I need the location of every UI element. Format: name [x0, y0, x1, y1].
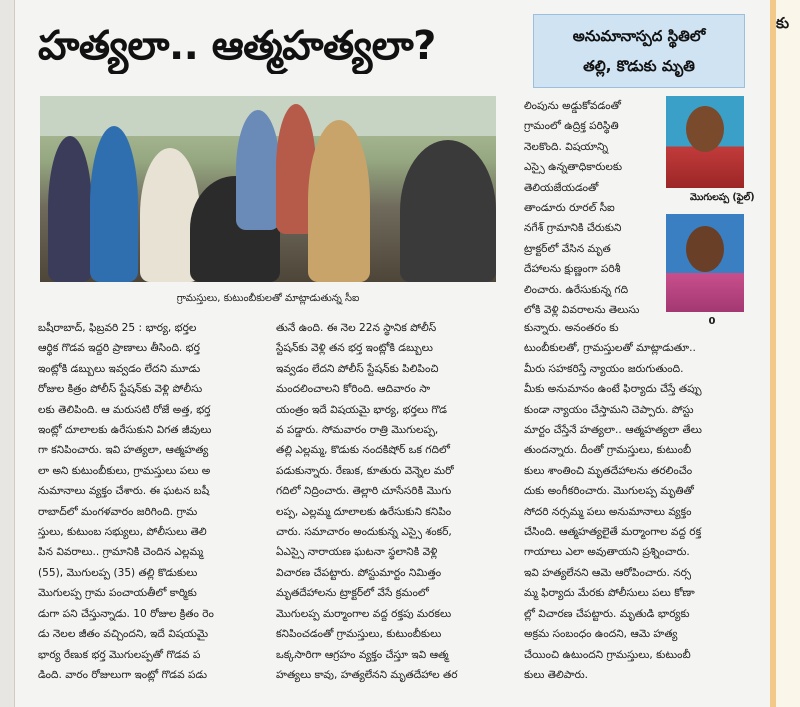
article-line: తుందన్నారు. దీంతో గ్రామస్తులు, కుటుంబీ — [524, 444, 692, 457]
article-line: డు నెలల జీతం వచ్చిందని, ఇదే విషయమై — [38, 628, 209, 641]
portrait-caption-2: 0 — [708, 316, 716, 327]
article-line: ఆర్థిక గొడవ ఇద్దరి ప్రాణాలు తీసింది. భర్త — [38, 342, 200, 355]
article-line: ట్రాక్టర్‌లో వేసిన మృత — [524, 242, 611, 255]
article-line: ఏఎస్సై నారాయణ ఘటనా స్థలానికి వెళ్లి — [276, 546, 438, 559]
subhead-line-2: తల్లి, కొడుకు మృతి — [583, 57, 695, 75]
article-line: మార్టం చేస్తేనే హత్యలా.. ఆత్మహత్యలా తేలు — [524, 424, 702, 437]
article-line: లప్ప, ఎల్లమ్మ దూలాలకు ఉరేసుకుని కనిపిం — [276, 505, 452, 518]
article-line: గదిలో నిద్రించారు. తెల్లారి చూసేసరికి మొగు — [276, 485, 452, 498]
article-line: మీరు సహకరిస్తే న్యాయం జరుగుతుంది. — [524, 362, 684, 375]
photo-caption: గ్రామస్తులు, కుటుంబీకులతో మాట్లాడుతున్న సీఐ — [176, 293, 360, 304]
article-line: దుకు అంగీకరించారు. మొగులప్ప మృతితో — [524, 485, 694, 498]
headline: హత్యలా.. ఆత్మహత్యలా? — [38, 23, 436, 69]
article-line: మందలించాలని కోరింది. ఆదివారం సా — [276, 383, 431, 396]
article-line: ఇవి హత్యలేనని ఆమె ఆరోపించారు. నర్స — [524, 566, 692, 579]
article-line: వ పడ్డారు. సోమవారం రాత్రి మొగులప్ప, — [276, 424, 439, 437]
portrait-head — [686, 226, 724, 272]
article-line: కున్నారు. అనంతరం కు — [524, 322, 619, 334]
article-line: పిన వివరాలు.. గ్రామానికి చెందిన ఎల్లమ్మ — [38, 546, 204, 559]
article-line: (55), మొగులప్ప (35) తల్లి కొడుకులు — [38, 566, 198, 579]
article-line: విచారణ చేపట్టారు. పోస్టుమార్టం నిమిత్తం — [276, 566, 442, 579]
article-line: నగేశ్ గ్రామానికి చేరుకుని — [524, 222, 622, 235]
article-line: లించారు. ఉరేసుకున్న గది — [524, 283, 629, 296]
article-line: మొగులప్ప మర్మాంగాల వద్ద రక్తపు మరకలు — [276, 607, 452, 620]
news-photo — [40, 96, 496, 282]
article-line: స్తులు, కుటుంబ సభ్యులు, పోలీసులు తెలి — [38, 526, 207, 539]
article-column-3-top — [524, 96, 660, 317]
article-line: యంత్రం ఇదే విషయమై భార్య, భర్తలు గొడ — [276, 403, 447, 416]
article-line: ఇంట్లోకి డబ్బులు ఇవ్వడం లేదని మూడు — [38, 362, 201, 375]
article-line: గాయాలు ఎలా అవుతాయని ప్రశ్నించారు. — [524, 546, 690, 559]
article-line: ఇంట్లో దూలాలకు ఉరేసుకుని విగత జీవులు — [38, 424, 212, 437]
page-edge — [0, 0, 15, 707]
article-line: గ్రామంలో ఉద్రిక్త పరిస్థితి — [524, 120, 619, 133]
article-line: తాండూరు రూరల్ సీఐ — [524, 202, 615, 215]
article-line: స్టేషన్‌కు వెళ్లి తన భర్త ఇంట్లోకి డబ్బులు — [276, 342, 433, 355]
article-line: లా అని కుటుంబీకులు, గ్రామస్తులు పలు అ — [38, 464, 211, 477]
portrait-photo-yellamma — [666, 214, 744, 312]
article-line: మొగులప్ప గ్రామ పంచాయతీలో కార్మికు — [38, 587, 197, 600]
article-line: ల్లో విచారణ చేపట్టారు. మృతుడి భార్యకు — [524, 607, 690, 620]
photo-person — [236, 110, 280, 230]
article-line: నుమానాలు వ్యక్తం చేశారు. ఈ ఘటన బషీ — [38, 485, 210, 498]
article-line: టుంబీకులతో, గ్రామస్తులతో మాట్లాడుతూ.. — [524, 342, 696, 355]
article-line: ఎస్సై ఉన్నతాధికారులకు — [524, 161, 623, 174]
article-line: అక్రమ సంబంధం ఉందని, ఆమె హత్య — [524, 628, 678, 641]
article-line: ఇవ్వడం లేదని పోలీస్ స్టేషన్‌కు పిలిపించి — [276, 362, 439, 375]
article-line: కులు తెలిపారు. — [524, 668, 588, 681]
article-line: కులు శాంతించి మృతదేహాలను తరలించేం — [524, 464, 693, 477]
article-line: హత్యలు కావు, హత్యలేనని మృతదేహాల తర — [276, 668, 458, 681]
article-column-2 — [276, 318, 514, 698]
article-line: మృతదేహాలను ట్రాక్టర్‌లో వేసే క్రమంలో — [276, 587, 429, 600]
article-line: మీకు అనుమానం ఉంటే ఫిర్యాదు చేస్తే తప్పు — [524, 383, 702, 396]
adjacent-article-strip — [770, 0, 800, 707]
portrait-photo-mogulappa — [666, 96, 744, 188]
article-line: తెలియజేయడంతో — [524, 181, 599, 194]
article-line: బషీరాబాద్, ఫిబ్రవరి 25 : భార్య, భర్తల — [38, 322, 197, 334]
portrait-head — [686, 106, 724, 152]
article-line: గా కనిపించారు. ఇవి హత్యలా, ఆత్మహత్య — [38, 444, 209, 457]
article-line: కనిపించడంతో గ్రామస్తులు, కుటుంబీకులు — [276, 628, 442, 641]
article-line: తల్లి ఎల్లమ్మ, కొడుకు నందకిషోర్ ఒక గదిలో — [276, 444, 450, 457]
article-column-3-bottom — [524, 318, 756, 698]
article-line: లకు తెలిపింది. ఆ మరుసటి రోజే అత్త, భర్త — [38, 403, 211, 416]
article-line: లింపును అడ్డుకోవడంతో — [524, 100, 621, 112]
photo-person — [400, 140, 496, 282]
photo-person — [90, 126, 138, 282]
article-line: ఒక్కసారిగా ఆగ్రహం వ్యక్తం చేస్తూ ఇవి ఆత్మ — [276, 648, 449, 661]
article-line: తునే ఉంది. ఈ నెల 22న స్థానిక పోలీస్ — [276, 322, 437, 334]
article-line: దేహాలను క్షుణ్ణంగా పరిశీ — [524, 263, 621, 276]
photo-person — [48, 136, 92, 282]
photo-person-officer — [308, 120, 370, 282]
article-line: నెలకొంది. విషయాన్ని — [524, 140, 609, 153]
article-line: పడుకున్నారు. రేణుక, కూతురు వెన్నెల మరో — [276, 464, 454, 477]
article-line: లోకి వెళ్లి వివరాలను తెలుసు — [524, 304, 640, 317]
article-line: చేయించి ఉటుందని గ్రామస్తులు, కుటుంబీ — [524, 648, 691, 661]
article-line: రోజుల కిత్రం పోలీస్ స్టేషన్‌కు వెళ్లి పోలీసు — [38, 383, 203, 396]
article-line: చేసింది. ఆత్మహత్యలైతే మర్మాంగాల వద్ద రక్త — [524, 526, 702, 539]
article-line: డుగా పని చేస్తున్నాడు. 10 రోజుల క్రితం రెం — [38, 607, 214, 620]
article-line: సోదరి నర్సమ్మ పలు అనుమానాలు వ్యక్తం — [524, 505, 692, 518]
article-line: మ్మ ఫిర్యాదు మేరకు పోలీసులు పలు కోణా — [524, 587, 695, 600]
article-column-1 — [38, 318, 264, 698]
portrait-caption-1: మొగులప్ప (ఫైల్) — [690, 192, 755, 203]
article-line: రాబాద్‌లో మంగళవారం జరిగింది. గ్రామ — [38, 505, 198, 518]
subhead-line-1: అనుమానాస్పద స్థితిలో — [572, 27, 706, 45]
adjacent-article-heading: కు — [776, 14, 790, 32]
article-line: చారు. సమాచారం అందుకున్న ఎస్సై శంకర్, — [276, 526, 452, 539]
article-line: డింది. వారం రోజులుగా ఇంట్లో గొడవ పడు — [38, 668, 208, 681]
article-line: కుండా న్యాయం చేస్తామని చెప్పారు. పోస్టు — [524, 403, 694, 416]
article-line: భార్య రేణుక భర్త మొగులప్పతో గొడవ ప — [38, 648, 201, 661]
subhead-box — [533, 14, 745, 88]
